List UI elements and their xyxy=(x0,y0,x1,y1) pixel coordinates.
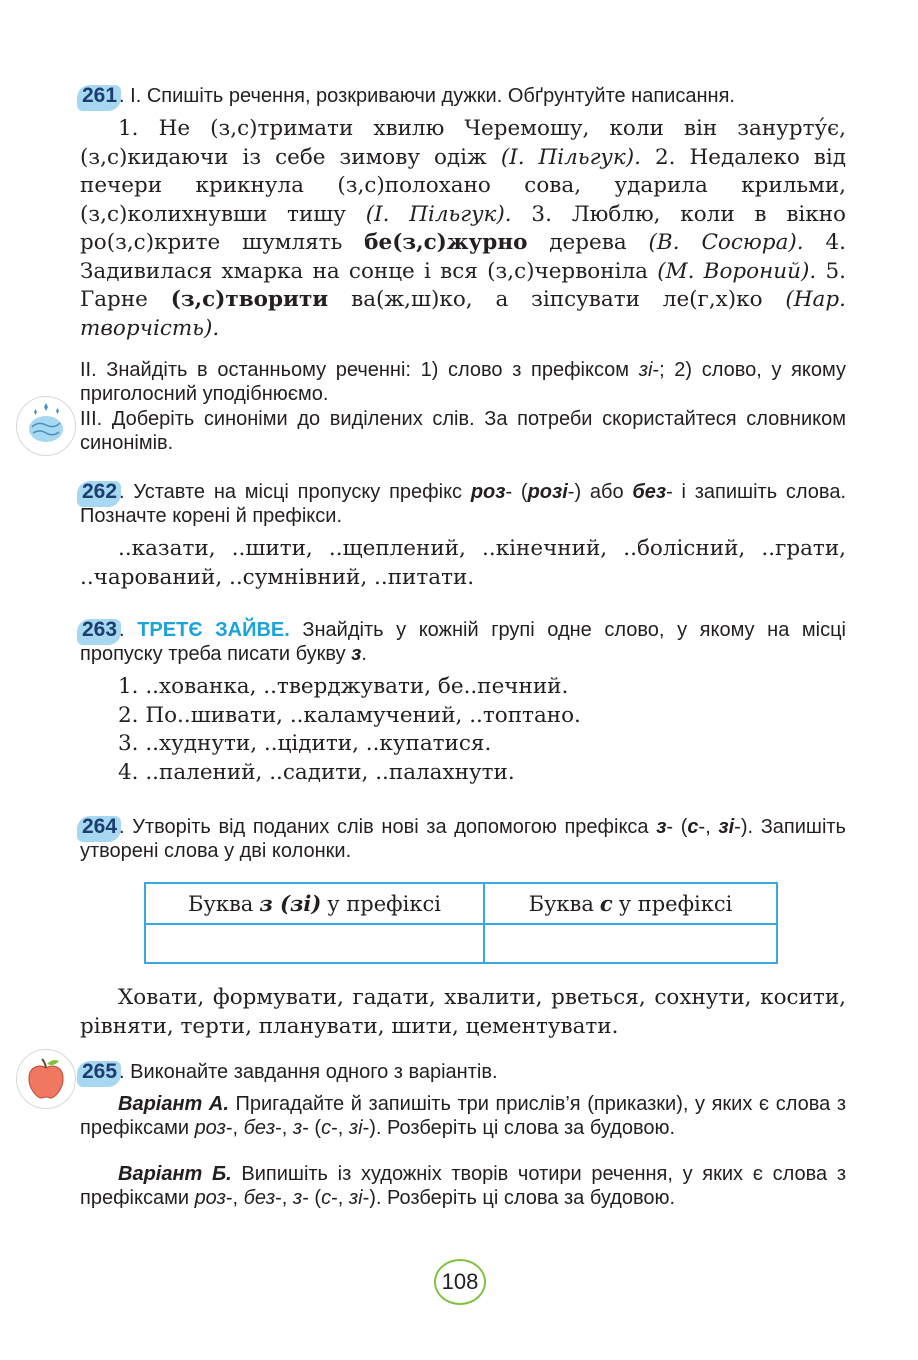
exercise-number-263: 263 xyxy=(82,618,118,641)
brain-sparkle-icon xyxy=(16,396,76,456)
table-cell-empty xyxy=(485,925,776,962)
ex264-words: Ховати, формувати, гадати, хвалити, рветься, сохнути, косити, рівняти, терти, планувати, шити, цементувати. xyxy=(80,985,846,1039)
ex263-task: 263 . ТРЕТЄ ЗАЙВЕ. Знайдіть у кожній групі одне слово, у якому на місці пропуску треба писати букву з. xyxy=(80,618,846,665)
ex265-variant-a: Варіант А. Пригадайте й запишіть три прислів’я (приказки), у яких є слова з префіксами роз-, без-, з- (с-, зі-). Розберіть ці слова за будовою. xyxy=(80,1093,846,1139)
list-item: 4. ..палений, ..садити, ..палахнути. xyxy=(118,759,515,785)
prefix-table xyxy=(144,882,778,964)
page-number: 108 xyxy=(434,1259,486,1305)
exercise-number-262: 262 xyxy=(82,480,118,503)
table-cell-empty xyxy=(146,925,485,962)
ex263-list xyxy=(118,673,818,787)
ex261-sentences: 1. Не (з,с)тримати хвилю Черемошу, коли він занурту́є, (з,с)кидаючи із себе зимову одіж (І. Пільгук). 2. Недалеко від печери крикнула (з,с)полохано сова, ударила крильми, (з,с)колихнувши тишу (І. Пільгук). 3. Люблю, коли в вікно ро(з,с)крите шумлять бе(з,с)журно дерева (В. Сосюра). 4. Задивилася хмарка на сонце і вся (з,с)червоніла (М. Вороний). 5. Гарне (з,с)творити ва(ж,ш)ко, а зіпсувати ле(г,х)ко (Нар. творчість). xyxy=(80,116,847,341)
ex262-task: 262 . Уставте на місці пропуску префікс роз- (розі-) або без- і запишіть слова. Позначте корені й префікси. xyxy=(80,480,847,527)
ex261-task: 261 . І. Спишіть речення, розкриваючи дужки. Обґрунтуйте написання. xyxy=(82,84,735,107)
ex264-task: 264 . Утворіть від поданих слів нові за допомогою префікса з- (с-, зі-). Запишіть утворені слова у дві колонки. xyxy=(80,815,846,862)
apple-icon xyxy=(16,1049,76,1109)
exercise-number-261: 261 xyxy=(82,84,118,107)
exercise-number-264: 264 xyxy=(82,815,118,838)
ex261-question-3: ІІІ. Доберіть синоніми до виділених слів. За потреби скористайтеся словником синонімів. xyxy=(80,408,846,454)
list-item: 2. По..шивати, ..каламучений, ..топтано. xyxy=(118,702,581,728)
table-header-z: Буква з (зі) у префіксі xyxy=(146,884,485,925)
exercise-number-265: 265 xyxy=(82,1060,118,1083)
ex263-label: ТРЕТЄ ЗАЙВЕ. xyxy=(137,619,290,641)
ex265-task: 265 . Виконайте завдання одного з варіантів. xyxy=(82,1060,498,1083)
ex265-variant-b: Варіант Б. Випишіть із художніх творів чотири речення, у яких є слова з префіксами роз-, без-, з- (с-, зі-). Розберіть ці слова за будовою. xyxy=(80,1163,846,1209)
table-header-s: Буква с у префіксі xyxy=(485,884,776,925)
ex262-words: ..казати, ..шити, ..щеплений, ..кінечний, ..болісний, ..грати, ..чарований, ..сумнівний, ..питати. xyxy=(80,536,846,590)
list-item: 1. ..хованка, ..тверджувати, бе..печний. xyxy=(118,674,569,699)
list-item: 3. ..худнути, ..цідити, ..купатися. xyxy=(118,731,492,756)
ex261-question-2: ІІ. Знайдіть в останньому реченні: 1) слово з префіксом зі-; 2) слово, у якому приголосний уподібнюємо. xyxy=(80,359,847,405)
